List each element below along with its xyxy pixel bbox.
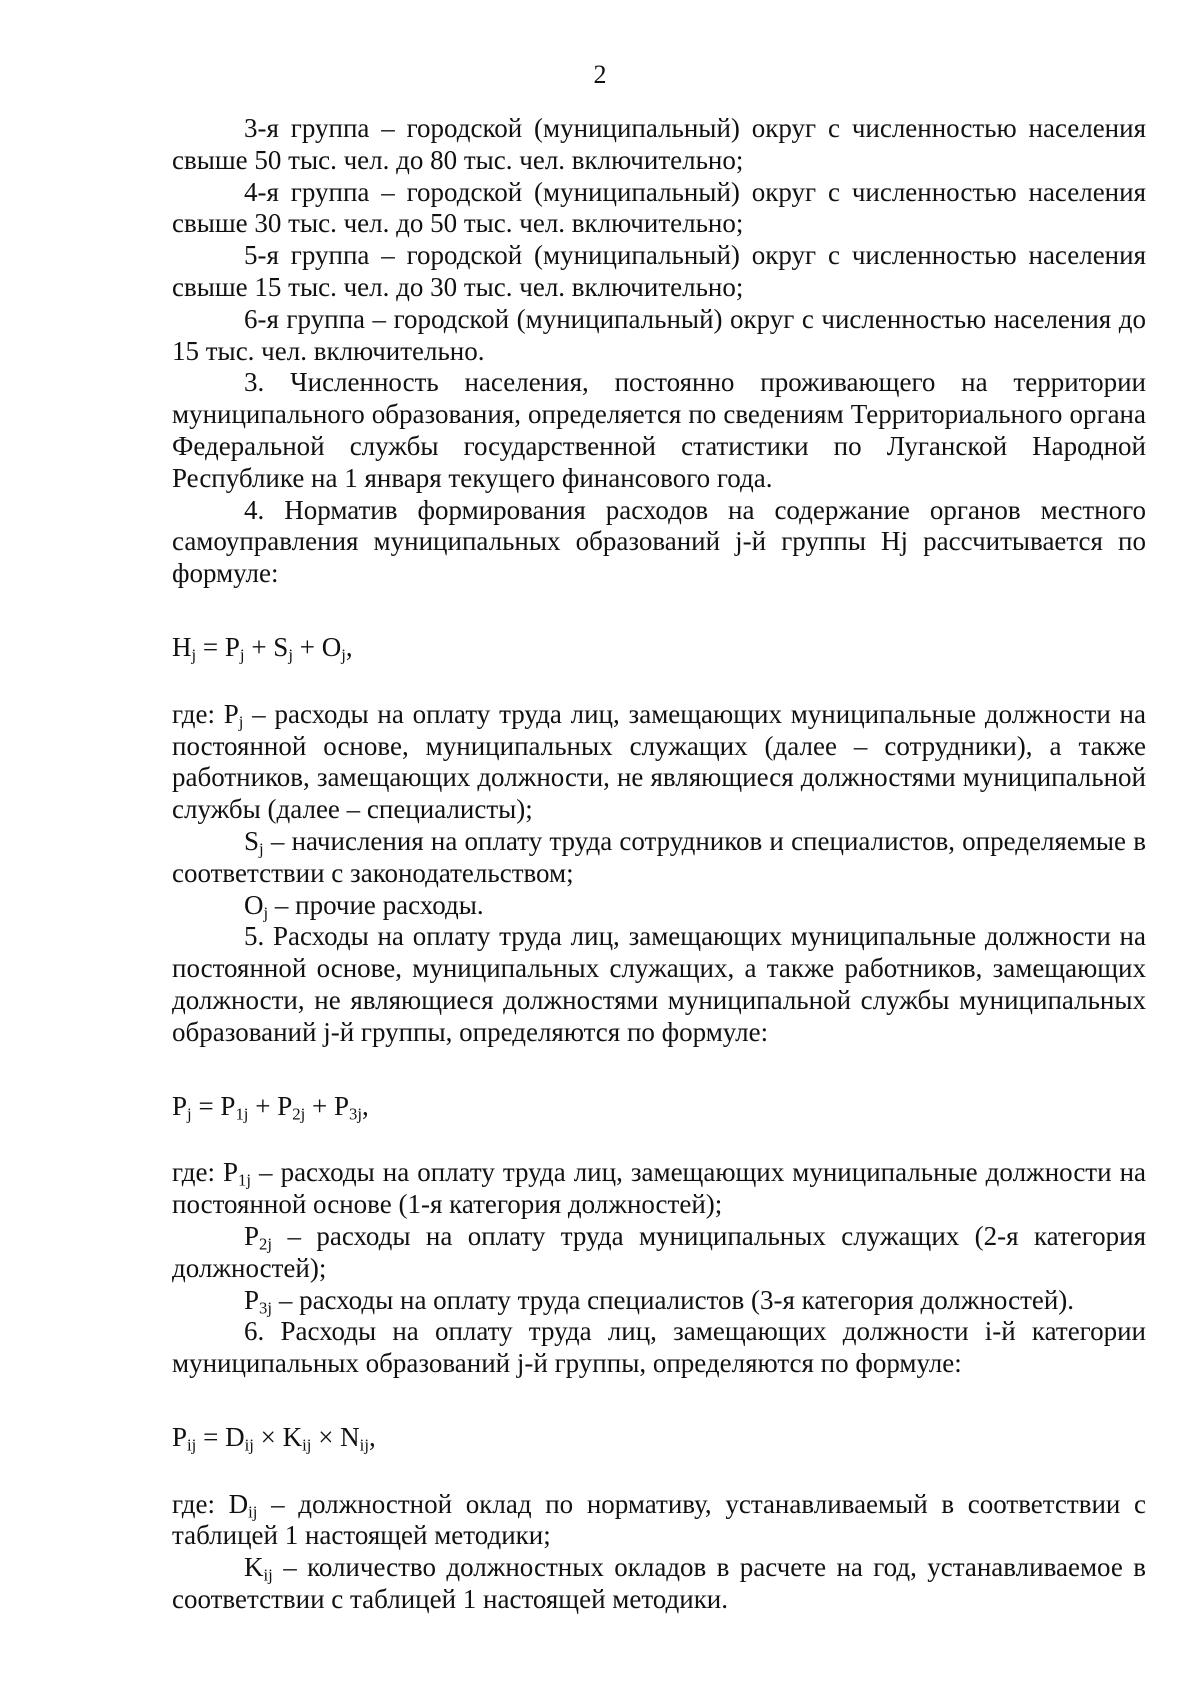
definition-subscript: ij xyxy=(248,1502,258,1522)
formula-term: + S xyxy=(244,631,289,662)
definition-text: – прочие расходы. xyxy=(268,889,484,920)
paragraph-group-6: 6-я группа – городской (муниципальный) округ с численностью населения до 15 тыс. чел. включительно. xyxy=(172,303,1146,366)
paragraph-group-4: 4-я группа – городской (муниципальный) округ с численностью населения свыше 30 тыс. чел. до 50 тыс. чел. включительно; xyxy=(172,176,1146,239)
paragraph-item-5: 5. Расходы на оплату труда лиц, замещающих муниципальные должности на постоянной основе, муниципальных служащих, а также работников, замещающих должности, не являющиеся должностями муниципальной службы муниципальных образований j-й группы, определяются по формуле: xyxy=(172,921,1146,1047)
definition-symbol: O xyxy=(244,889,264,920)
definition-text: – расходы на оплату труда лиц, замещающих муниципальные должности на постоянной основе (1-я категория должностей); xyxy=(172,1157,1147,1220)
definition-text: – расходы на оплату труда муниципальных служащих (2-я категория должностей); xyxy=(172,1220,1146,1283)
paragraph-item-3: 3. Численность населения, постоянно проживающего на территории муниципального образования, определяется по сведениям Территориального органа Федеральной службы государственной статистики по Луганской Народной Республике на 1 января текущего финансового года. xyxy=(172,367,1146,493)
formula-pj xyxy=(172,1091,1146,1123)
formula-term: P xyxy=(172,1421,188,1452)
formula-term: = D xyxy=(196,1421,245,1452)
formula-term: , xyxy=(345,631,353,662)
page-number: 2 xyxy=(593,60,607,89)
formula-subscript: 3j xyxy=(349,1104,363,1124)
definition-sj xyxy=(172,826,1146,890)
formula-term: × N xyxy=(311,1421,360,1452)
definition-symbol: P xyxy=(244,1284,260,1315)
formula-term: H xyxy=(172,631,192,662)
definition-symbol: где: P xyxy=(172,698,239,729)
formula-subscript: j xyxy=(191,645,197,665)
definition-p1j xyxy=(172,1157,1146,1221)
definition-pj xyxy=(172,699,1146,826)
definition-kij xyxy=(172,1552,1146,1616)
definition-text: – количество должностных окладов в расчете на год, устанавливаемое в соответствии с таблицей 1 настоящей методики. xyxy=(172,1552,1146,1615)
definition-symbol: K xyxy=(244,1552,264,1583)
formula-subscript: ij xyxy=(302,1435,312,1455)
paragraph-item-4: 4. Норматив формирования расходов на содержание органов местного самоуправления муниципальных образований j-й группы Hj рассчитывается по формуле: xyxy=(172,494,1146,589)
formula-hj xyxy=(172,632,1146,664)
formula-term: + P xyxy=(248,1090,293,1121)
definition-text: – начисления на оплату труда сотрудников и специалистов, определяемые в соответствии с законодательством; xyxy=(172,825,1146,888)
formula-subscript: j xyxy=(187,1104,192,1124)
formula-term: × K xyxy=(253,1421,303,1452)
definition-subscript: j xyxy=(259,839,264,859)
definition-subscript: 2j xyxy=(259,1234,273,1254)
formula-subscript: 2j xyxy=(292,1104,306,1124)
definition-oj xyxy=(172,890,1146,922)
document-body xyxy=(172,113,1146,1616)
definition-subscript: j xyxy=(263,903,269,923)
definition-subscript: ij xyxy=(263,1565,273,1585)
definition-text: – расходы на оплату труда специалистов (3-я категория должностей). xyxy=(272,1284,1075,1315)
formula-term: , xyxy=(368,1421,376,1452)
definition-dij xyxy=(172,1489,1146,1553)
paragraph-item-6: 6. Расходы на оплату труда лиц, замещающих должности i-й категории муниципальных образований j-й группы, определяются по формуле: xyxy=(172,1316,1146,1379)
formula-subscript: ij xyxy=(359,1435,369,1455)
formula-term: P xyxy=(172,1090,188,1121)
definition-symbol: где: D xyxy=(172,1488,249,1519)
formula-subscript: ij xyxy=(187,1435,197,1455)
definition-p2j xyxy=(172,1221,1146,1285)
formula-subscript: 1j xyxy=(235,1104,249,1124)
formula-pij xyxy=(172,1422,1146,1454)
definition-symbol: P xyxy=(244,1220,260,1251)
formula-term: , xyxy=(362,1090,369,1121)
definition-text: – расходы на оплату труда лиц, замещающих муниципальные должности на постоянной основе, муниципальных служащих (далее – сотрудники), а также работников, замещающих должности, не являющиеся должностями муниципальной службы (далее – специалисты); xyxy=(172,698,1146,825)
paragraph-group-3: 3-я группа – городской (муниципальный) округ с численностью населения свыше 50 тыс. чел. до 80 тыс. чел. включительно; xyxy=(172,113,1146,175)
definition-symbol: S xyxy=(244,825,260,856)
formula-subscript: j xyxy=(288,645,293,665)
definition-symbol: где: P xyxy=(172,1157,238,1188)
definition-text: – должностной оклад по нормативу, устанавливаемый в соответствии с таблицей 1 настоящей методики; xyxy=(172,1488,1146,1551)
formula-term: + P xyxy=(305,1090,349,1121)
formula-term: = P xyxy=(196,631,240,662)
paragraph-group-5: 5-я группа – городской (муниципальный) округ с численностью населения свыше 15 тыс. чел. до 30 тыс. чел. включительно; xyxy=(172,240,1146,302)
definition-subscript: j xyxy=(238,712,244,732)
definition-p3j xyxy=(172,1285,1146,1317)
formula-term: = P xyxy=(191,1090,236,1121)
definition-subscript: 1j xyxy=(238,1170,252,1190)
definition-subscript: 3j xyxy=(259,1298,273,1318)
formula-subscript: j xyxy=(239,645,245,665)
formula-subscript: j xyxy=(341,645,346,665)
formula-subscript: ij xyxy=(244,1435,254,1455)
formula-term: + O xyxy=(292,631,342,662)
